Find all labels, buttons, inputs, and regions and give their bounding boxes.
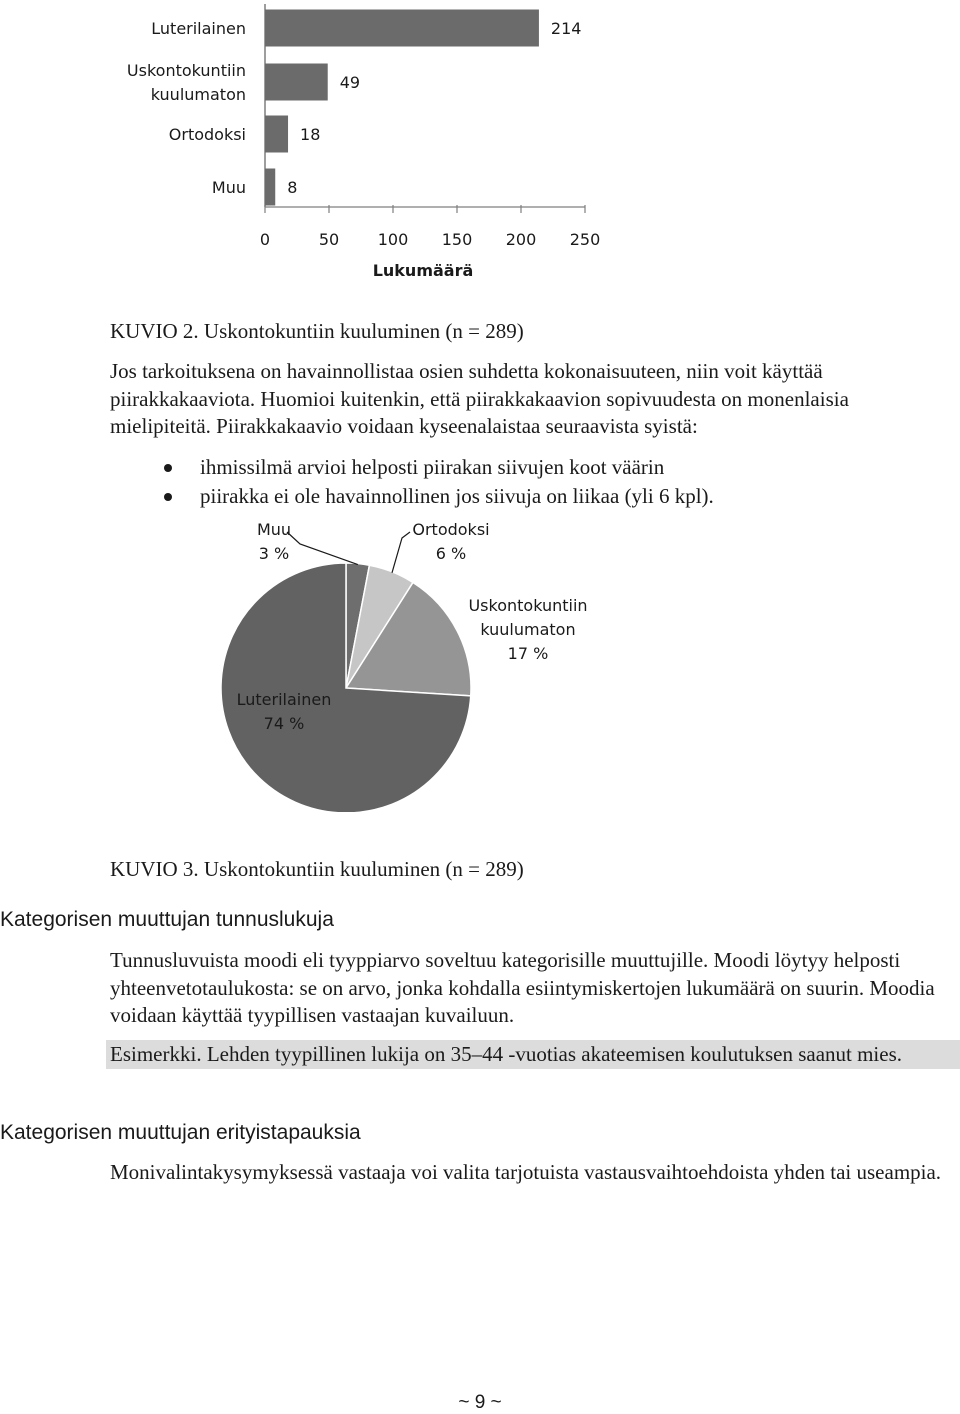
category-label: Muu bbox=[211, 178, 246, 197]
pie-label: Ortodoksi 6 % bbox=[412, 520, 490, 563]
value-label: 214 bbox=[550, 19, 582, 38]
pie-chart-slices bbox=[221, 563, 471, 812]
value-label: 49 bbox=[339, 73, 361, 92]
pie-label: Luterilainen 74 % bbox=[236, 690, 332, 733]
bar-chart-bars bbox=[265, 10, 539, 206]
x-tick-label: 150 bbox=[441, 230, 473, 249]
bullet-item: ihmissilmä arvioi helposti piirakan siivujen koot väärin bbox=[160, 453, 714, 482]
multiple-choice-paragraph: Monivalintakysymyksessä vastaaja voi valita tarjotuista vastausvaihtoehdoista yhden tai useampia. bbox=[110, 1160, 942, 1184]
x-tick-label: 0 bbox=[259, 230, 271, 249]
value-label: 8 bbox=[287, 178, 298, 197]
x-tick-label: 50 bbox=[318, 230, 340, 249]
bar bbox=[265, 169, 275, 206]
value-label: 18 bbox=[300, 125, 321, 144]
mode-paragraph: Tunnusluvuista moodi eli tyyppiarvo soveltuu kategorisille muuttujille. Moodi löytyy helposti yhteenvetotaulukosta: se on arvo, jonka kohdalla esiintymiskertojen lukumäärä on suurin. Moodia voidaan käyttää tyypillisen vastaajan kuvailuun. bbox=[110, 948, 935, 1027]
category-label: Luterilainen bbox=[151, 19, 246, 38]
page-number: ~ 9 ~ bbox=[458, 1392, 502, 1413]
bar-chart-category-labels bbox=[127, 19, 246, 197]
section-heading-special-cases: Kategorisen muuttujan erityistapauksia bbox=[0, 1121, 361, 1144]
leader-line bbox=[287, 532, 358, 565]
example-box: Esimerkki. Lehden tyypillinen lukija on 35–44 -vuotias akateemisen koulutuksen saanut mies. bbox=[106, 1040, 960, 1069]
figure-2-caption: KUVIO 2. Uskontokuntiin kuuluminen (n = 289) bbox=[110, 319, 524, 343]
bar bbox=[265, 10, 539, 47]
category-label: Ortodoksi bbox=[168, 125, 246, 144]
figure-3-caption: KUVIO 3. Uskontokuntiin kuuluminen (n = 289) bbox=[110, 857, 524, 881]
x-tick-label: 100 bbox=[377, 230, 409, 249]
section-heading-descriptive-statistics: Kategorisen muuttujan tunnuslukuja bbox=[0, 908, 334, 931]
bar bbox=[265, 116, 288, 153]
bar bbox=[265, 64, 328, 101]
bar-chart-tick-labels bbox=[260, 230, 600, 249]
intro-paragraph: Jos tarkoituksena on havainnollistaa osien suhdetta kokonaisuuteen, niin voit käyttää piirakkakaaviota. Huomioi kuitenkin, että piirakkakaavion sopivuudesta on monenlaisia mielipiteitä. Piirakkakaavio voidaan kyseenalaistaa seuraavista syistä: bbox=[110, 359, 849, 438]
bar-chart bbox=[0, 0, 960, 290]
bullet-list bbox=[160, 453, 714, 511]
bar-chart-x-axis-label: Lukumäärä bbox=[372, 261, 474, 280]
x-tick-label: 200 bbox=[505, 230, 537, 249]
bullet-item: piirakka ei ole havainnollinen jos siivuja on liikaa (yli 6 kpl). bbox=[160, 482, 714, 511]
pie-label: Muu 3 % bbox=[256, 520, 292, 563]
pie-label: Uskontokuntiin kuulumaton 17 % bbox=[468, 596, 588, 663]
category-label: Uskontokuntiin kuulumaton bbox=[126, 61, 246, 104]
pie-chart bbox=[0, 512, 960, 812]
x-tick-label: 250 bbox=[569, 230, 601, 249]
leader-line bbox=[392, 532, 410, 573]
